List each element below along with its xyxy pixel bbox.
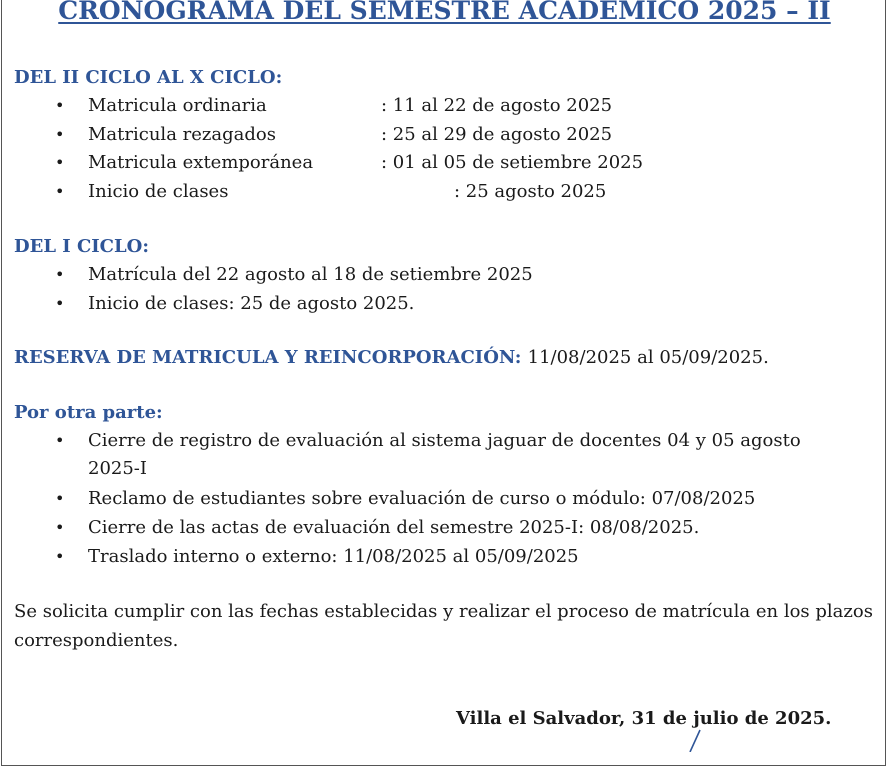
signature-stroke-icon — [680, 728, 710, 752]
item-label: Inicio de clases — [88, 181, 229, 202]
bullet-icon: • — [55, 518, 65, 537]
item-value: : 01 al 05 de setiembre 2025 — [381, 152, 644, 173]
bullet-icon: • — [55, 182, 65, 201]
item-label: Matricula extemporánea — [88, 152, 314, 173]
item-text: Cierre de las actas de evaluación del semestre 2025-I: 08/08/2025. — [88, 517, 700, 538]
bullet-icon: • — [55, 547, 65, 566]
reserva-line — [14, 347, 769, 368]
bullet-icon: • — [55, 265, 65, 284]
bullet-icon: • — [55, 431, 65, 450]
item-text: Traslado interno o externo: 11/08/2025 al 05/09/2025 — [88, 546, 579, 567]
item-text: Reclamo de estudiantes sobre evaluación de curso o módulo: 07/08/2025 — [88, 488, 756, 509]
item-value: : 25 al 29 de agosto 2025 — [381, 124, 613, 145]
place-date: Villa el Salvador, 31 de julio de 2025. — [456, 708, 832, 729]
bullet-icon: • — [55, 294, 65, 313]
bullet-icon: • — [55, 96, 65, 115]
reserva-heading: RESERVA DE MATRICULA Y REINCORPORACIÓN: — [14, 347, 522, 368]
item-text: Cierre de registro de evaluación al sistema jaguar de docentes 04 y 05 agosto 2025-I — [88, 430, 801, 479]
bullet-icon: • — [55, 489, 65, 508]
section-heading-ciclos: DEL II CICLO AL X CICLO: — [14, 67, 283, 88]
item-text: Matrícula del 22 agosto al 18 de setiembre 2025 — [88, 264, 533, 285]
item-value: : 11 al 22 de agosto 2025 — [381, 95, 613, 116]
bullet-icon: • — [55, 153, 65, 172]
section-heading-primer-ciclo: DEL I CICLO: — [14, 236, 149, 257]
item-label: Matricula ordinaria — [88, 95, 267, 116]
item-text: Inicio de clases: 25 de agosto 2025. — [88, 293, 415, 314]
reserva-value: 11/08/2025 al 05/09/2025. — [527, 347, 769, 368]
bullet-icon: • — [55, 125, 65, 144]
closing-paragraph: Se solicita cumplir con las fechas establecidas y realizar el proceso de matrícula en los plazos correspondientes. — [14, 601, 873, 651]
item-label: Matricula rezagados — [88, 124, 276, 145]
document-title: CRONOGRAMA DEL SEMESTRE ACADEMICO 2025 – II — [58, 0, 831, 25]
item-value: : 25 agosto 2025 — [454, 181, 607, 202]
section-heading-otra-parte: Por otra parte: — [14, 402, 163, 423]
